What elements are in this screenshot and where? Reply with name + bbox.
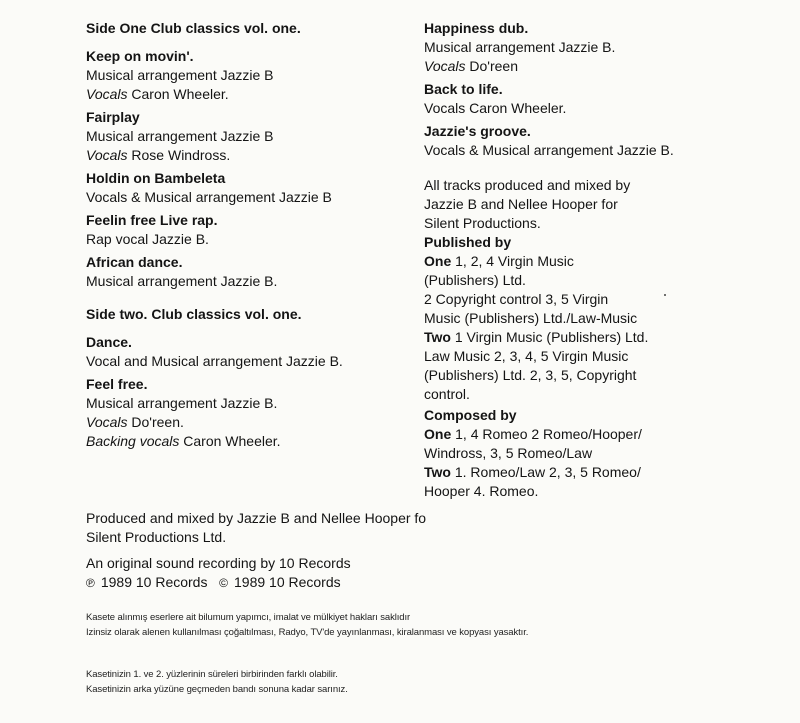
published-line: [424, 252, 784, 271]
notice-line: Izinsiz olarak alenen kullanılması çoğaltılması, Radyo, TV'de yayınlanması, kiralanması ve kopyası yasaktır.: [86, 627, 529, 638]
credit-line: Silent Productions Ltd.: [86, 529, 227, 545]
copyright-symbol: ©: [219, 576, 228, 590]
composed-text: 1, 4 Romeo 2 Romeo/Hooper/: [451, 426, 642, 442]
track-title: Keep on movin'.: [86, 48, 194, 64]
track-back-to-life: [424, 80, 784, 118]
published-by: [424, 233, 784, 404]
credit-role: Backing vocals: [86, 433, 180, 449]
left-column: [86, 19, 411, 455]
composed-heading: Composed by: [424, 407, 517, 423]
track-title: Jazzie's groove.: [424, 123, 531, 139]
production-line: Jazzie B and Nellee Hooper for: [424, 196, 618, 212]
published-text: 1 Virgin Music (Publishers) Ltd.: [450, 329, 649, 345]
track-keep-on-movin: [86, 47, 411, 104]
composed-line: [424, 463, 784, 482]
track-feelin-free: [86, 211, 411, 249]
composed-line: Windross, 3, 5 Romeo/Law: [424, 445, 593, 461]
track-credit: [86, 85, 411, 104]
track-credit: Rap vocal Jazzie B.: [86, 231, 209, 247]
track-title: Happiness dub.: [424, 20, 529, 36]
track-credit: Musical arrangement Jazzie B.: [424, 39, 616, 55]
published-text: 1, 2, 4 Virgin Music: [451, 253, 574, 269]
credit-name: Caron Wheeler.: [127, 86, 229, 102]
track-african-dance: [86, 253, 411, 291]
track-credit: Vocal and Musical arrangement Jazzie B.: [86, 353, 343, 369]
track-credit: [86, 432, 411, 451]
credit-role: Vocals: [86, 147, 128, 163]
track-title: Dance.: [86, 334, 132, 350]
credit-name: Do'reen: [465, 58, 518, 74]
track-holdin-on-bambeleta: [86, 169, 411, 207]
track-happiness-dub: [424, 19, 784, 76]
credit-name: Rose Windross.: [127, 147, 231, 163]
right-column: [424, 19, 784, 501]
side-label: Two: [424, 464, 451, 480]
notice-line: Kasete alınmış eserlere ait bilumum yapımcı, imalat ve mülkiyet hakları saklıdır: [86, 612, 411, 623]
published-line: Music (Publishers) Ltd./Law-Music: [424, 310, 638, 326]
rights-notice: [86, 610, 528, 640]
track-credit: Vocals & Musical arrangement Jazzie B.: [424, 142, 674, 158]
track-feel-free: [86, 375, 411, 451]
track-fairplay: [86, 108, 411, 165]
track-title: Back to life.: [424, 81, 503, 97]
track-credit: Musical arrangement Jazzie B: [86, 67, 274, 83]
track-credit: [424, 57, 784, 76]
published-line: (Publishers) Ltd. 2, 3, 5, Copyright: [424, 367, 637, 383]
production-credits: [86, 509, 426, 593]
credit-line: An original sound recording by 10 Records: [86, 555, 351, 571]
side-one-title: Side One Club classics vol. one.: [86, 20, 301, 36]
track-credit: [86, 413, 411, 432]
track-title: Holdin on Bambeleta: [86, 170, 226, 186]
side-label: Two: [424, 329, 451, 345]
credit-name: Do'reen.: [127, 414, 184, 430]
cassette-notice: [86, 667, 348, 697]
side-two-title: Side two. Club classics vol. one.: [86, 306, 302, 322]
track-title: Fairplay: [86, 109, 140, 125]
composed-text: 1. Romeo/Law 2, 3, 5 Romeo/: [450, 464, 641, 480]
production-line: All tracks produced and mixed by: [424, 177, 631, 193]
copyright-text: 1989 10 Records: [234, 574, 341, 590]
published-line: control.: [424, 386, 470, 402]
phonogram-symbol: ℗: [86, 576, 95, 590]
track-credit: [86, 146, 411, 165]
production-line: Silent Productions.: [424, 215, 541, 231]
credit-role: Vocals: [86, 414, 128, 430]
side-label: One: [424, 426, 452, 442]
published-line: Law Music 2, 3, 4, 5 Virgin Music: [424, 348, 629, 364]
track-credit: Vocals & Musical arrangement Jazzie B: [86, 189, 332, 205]
track-title: Feel free.: [86, 376, 148, 392]
print-speck: [664, 294, 666, 296]
track-title: Feelin free Live rap.: [86, 212, 218, 228]
credit-role: Vocals: [424, 58, 466, 74]
track-jazzies-groove: [424, 122, 784, 160]
composed-line: [424, 425, 784, 444]
composed-by: [424, 406, 784, 501]
track-dance: [86, 333, 411, 371]
track-credit: Vocals Caron Wheeler.: [424, 100, 567, 116]
published-heading: Published by: [424, 234, 512, 250]
track-title: African dance.: [86, 254, 183, 270]
composed-line: Hooper 4. Romeo.: [424, 483, 539, 499]
credit-name: Caron Wheeler.: [179, 433, 281, 449]
copyright-line: [86, 573, 426, 593]
published-line: (Publishers) Ltd.: [424, 272, 526, 288]
published-line: [424, 328, 784, 347]
phonogram-text: 1989 10 Records: [100, 574, 208, 590]
track-credit: Musical arrangement Jazzie B.: [86, 395, 278, 411]
notice-line: Kasetinizin arka yüzüne geçmeden bandı sonuna kadar sarınız.: [86, 684, 348, 695]
track-credit: Musical arrangement Jazzie B: [86, 128, 274, 144]
side-label: One: [424, 253, 452, 269]
credit-role: Vocals: [86, 86, 128, 102]
credit-line: Produced and mixed by Jazzie B and Nellee Hooper fo: [86, 510, 427, 526]
notice-line: Kasetinizin 1. ve 2. yüzlerinin süreleri birbirinden farklı olabilir.: [86, 669, 338, 680]
production-credit: [424, 176, 784, 233]
track-credit: Musical arrangement Jazzie B.: [86, 273, 278, 289]
published-line: 2 Copyright control 3, 5 Virgin: [424, 291, 609, 307]
